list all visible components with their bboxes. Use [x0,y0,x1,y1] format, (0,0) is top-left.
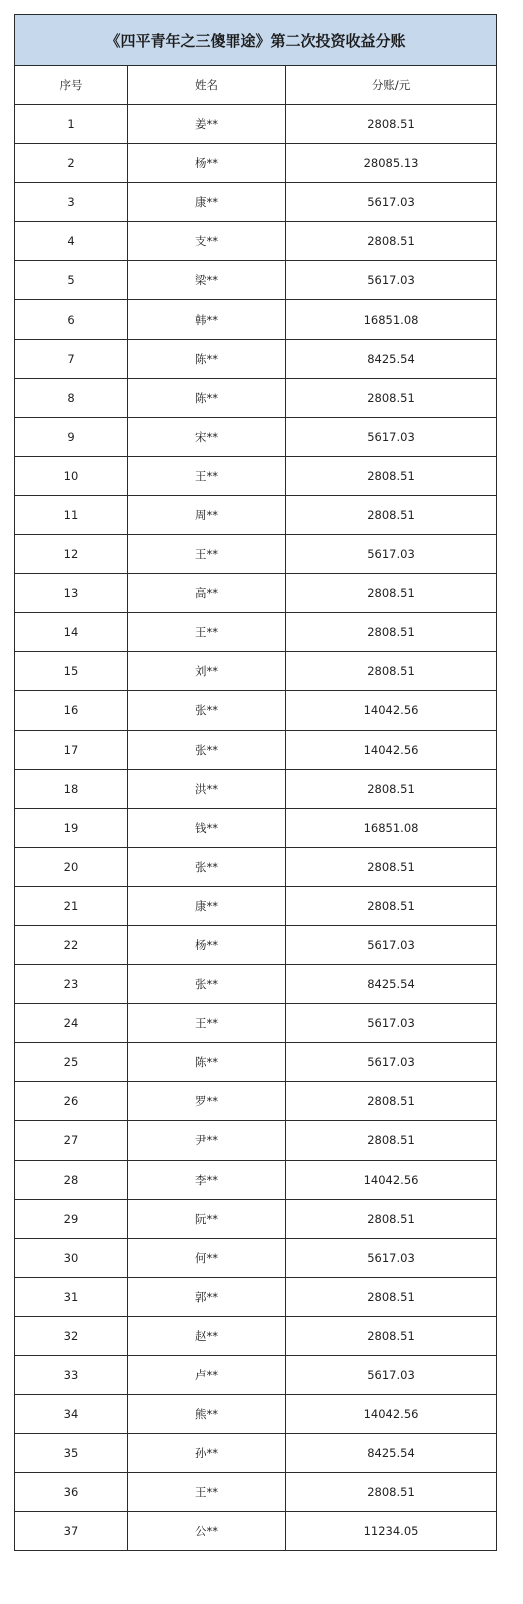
table-row [15,1121,497,1160]
row-name: 康** [128,886,286,925]
table-row [15,261,497,300]
table-row [15,965,497,1004]
table-row [15,105,497,144]
row-amount: 5617.03 [286,1356,497,1395]
row-amount: 16851.08 [286,300,497,339]
row-index: 37 [15,1512,128,1551]
row-name: 康** [128,183,286,222]
row-amount: 2808.51 [286,1277,497,1316]
row-amount: 2808.51 [286,1082,497,1121]
table-row [15,1004,497,1043]
table-row [15,535,497,574]
row-name: 梁** [128,261,286,300]
table-row [15,1512,497,1551]
row-name: 赵** [128,1316,286,1355]
row-index: 33 [15,1356,128,1395]
row-amount: 2808.51 [286,1473,497,1512]
table-row [15,652,497,691]
table-row [15,1082,497,1121]
row-amount: 2808.51 [286,613,497,652]
table-row [15,1473,497,1512]
row-index: 22 [15,925,128,964]
row-amount: 5617.03 [286,1004,497,1043]
table-row [15,1238,497,1277]
row-amount: 5617.03 [286,183,497,222]
row-index: 23 [15,965,128,1004]
row-amount: 8425.54 [286,339,497,378]
row-index: 1 [15,105,128,144]
row-index: 26 [15,1082,128,1121]
row-name: 宋** [128,417,286,456]
row-index: 17 [15,730,128,769]
table-row [15,613,497,652]
table-row [15,339,497,378]
row-index: 3 [15,183,128,222]
row-name: 钱** [128,808,286,847]
table-row [15,1277,497,1316]
row-index: 16 [15,691,128,730]
row-index: 25 [15,1043,128,1082]
row-name: 王** [128,535,286,574]
row-name: 张** [128,691,286,730]
row-name: 高** [128,574,286,613]
row-index: 18 [15,769,128,808]
title-row [15,15,497,66]
row-name: 孙** [128,1434,286,1473]
row-amount: 5617.03 [286,1043,497,1082]
row-amount: 2808.51 [286,847,497,886]
table-row [15,456,497,495]
row-name: 王** [128,456,286,495]
row-index: 15 [15,652,128,691]
row-index: 28 [15,1160,128,1199]
table-row [15,495,497,534]
header-amount: 分账/元 [286,66,497,105]
row-index: 30 [15,1238,128,1277]
row-name: 韩** [128,300,286,339]
table-row [15,1395,497,1434]
row-name: 刘** [128,652,286,691]
row-index: 21 [15,886,128,925]
row-amount: 2808.51 [286,769,497,808]
document [14,14,496,1551]
row-amount: 11234.05 [286,1512,497,1551]
row-amount: 2808.51 [286,378,497,417]
row-index: 19 [15,808,128,847]
table-row [15,144,497,183]
row-index: 14 [15,613,128,652]
row-name: 罗** [128,1082,286,1121]
row-amount: 2808.51 [286,222,497,261]
row-amount: 8425.54 [286,965,497,1004]
row-name: 陈** [128,378,286,417]
row-index: 29 [15,1199,128,1238]
table-row [15,1434,497,1473]
table-row [15,730,497,769]
row-amount: 2808.51 [286,1121,497,1160]
row-name: 陈** [128,339,286,378]
row-amount: 2808.51 [286,456,497,495]
table-row [15,378,497,417]
table-title: 《四平青年之三傻罪途》第二次投资收益分账 [15,15,497,66]
header-row [15,66,497,105]
table-row [15,808,497,847]
row-name: 王** [128,613,286,652]
table-row [15,1356,497,1395]
row-index: 9 [15,417,128,456]
table-row [15,1199,497,1238]
row-name: 李** [128,1160,286,1199]
table-row [15,222,497,261]
row-amount: 2808.51 [286,886,497,925]
row-index: 24 [15,1004,128,1043]
row-amount: 14042.56 [286,1395,497,1434]
row-index: 13 [15,574,128,613]
row-amount: 14042.56 [286,1160,497,1199]
row-index: 12 [15,535,128,574]
row-amount: 2808.51 [286,574,497,613]
row-index: 31 [15,1277,128,1316]
row-name: 周** [128,495,286,534]
table-row [15,300,497,339]
row-index: 11 [15,495,128,534]
table-row [15,769,497,808]
row-name: 杨** [128,144,286,183]
row-name: 杨** [128,925,286,964]
row-index: 8 [15,378,128,417]
row-index: 10 [15,456,128,495]
payout-table [14,14,497,1551]
row-name: 王** [128,1004,286,1043]
row-amount: 2808.51 [286,495,497,534]
row-amount: 2808.51 [286,652,497,691]
row-index: 27 [15,1121,128,1160]
row-index: 4 [15,222,128,261]
row-index: 2 [15,144,128,183]
row-name: 何** [128,1238,286,1277]
table-row [15,691,497,730]
row-amount: 5617.03 [286,1238,497,1277]
row-amount: 2808.51 [286,1316,497,1355]
row-name: 支** [128,222,286,261]
row-name: 公** [128,1512,286,1551]
row-name: 王** [128,1473,286,1512]
table-row [15,574,497,613]
row-name: 张** [128,730,286,769]
row-index: 35 [15,1434,128,1473]
table-row [15,1160,497,1199]
table-row [15,925,497,964]
row-index: 7 [15,339,128,378]
row-amount: 16851.08 [286,808,497,847]
table-row [15,417,497,456]
row-amount: 5617.03 [286,535,497,574]
row-name: 郭** [128,1277,286,1316]
row-amount: 5617.03 [286,261,497,300]
row-amount: 2808.51 [286,1199,497,1238]
row-name: 熊** [128,1395,286,1434]
row-index: 34 [15,1395,128,1434]
table-row [15,1043,497,1082]
header-name: 姓名 [128,66,286,105]
row-name: 陈** [128,1043,286,1082]
row-index: 32 [15,1316,128,1355]
row-name: 洪** [128,769,286,808]
row-amount: 28085.13 [286,144,497,183]
table-body [15,105,497,1551]
row-index: 20 [15,847,128,886]
row-amount: 5617.03 [286,925,497,964]
row-amount: 2808.51 [286,105,497,144]
row-name: 卢** [128,1356,286,1395]
table-row [15,886,497,925]
row-name: 张** [128,965,286,1004]
table-row [15,847,497,886]
row-index: 36 [15,1473,128,1512]
row-amount: 8425.54 [286,1434,497,1473]
row-index: 6 [15,300,128,339]
row-amount: 14042.56 [286,691,497,730]
row-name: 尹** [128,1121,286,1160]
row-name: 姜** [128,105,286,144]
table-row [15,183,497,222]
row-amount: 14042.56 [286,730,497,769]
row-name: 阮** [128,1199,286,1238]
row-amount: 5617.03 [286,417,497,456]
row-name: 张** [128,847,286,886]
header-index: 序号 [15,66,128,105]
row-index: 5 [15,261,128,300]
table-row [15,1316,497,1355]
